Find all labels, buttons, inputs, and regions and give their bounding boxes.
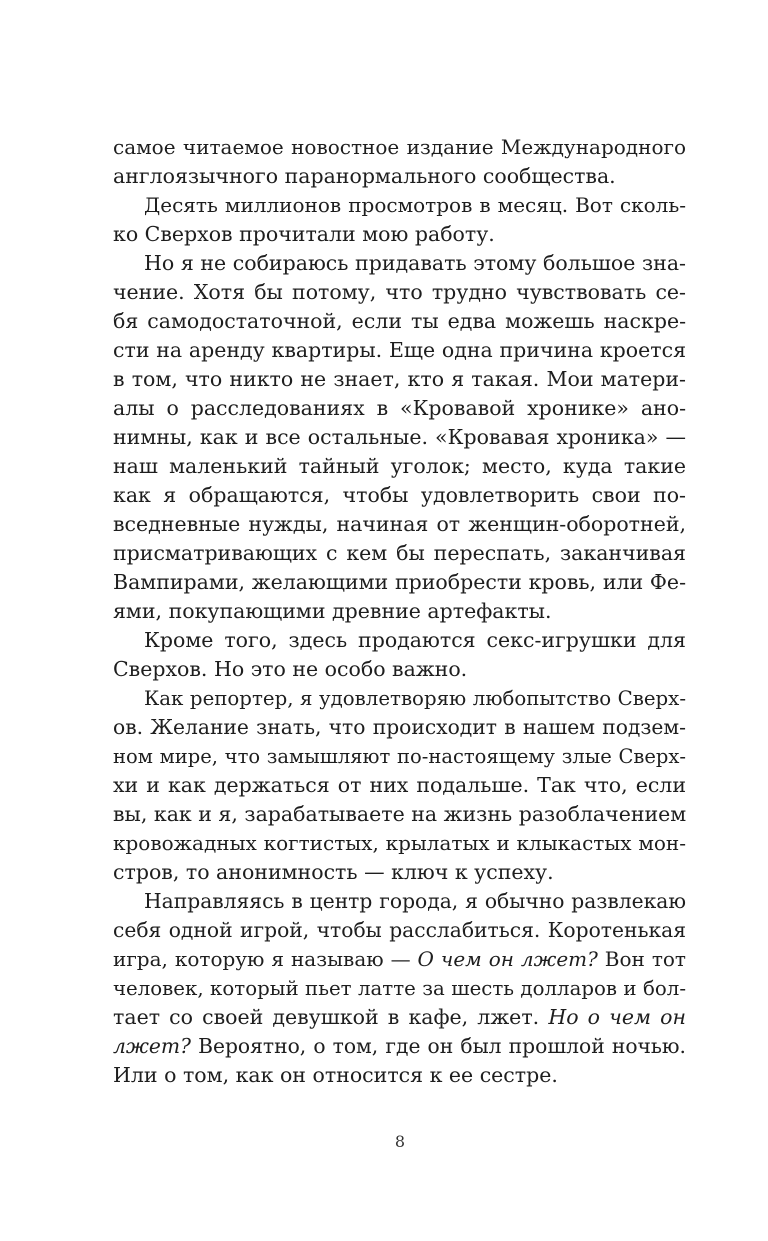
text-segment: англоязычного паранормального сообщества. xyxy=(113,164,616,188)
text-segment: стров, то анонимность — ключ к успеху. xyxy=(113,860,554,884)
text-segment: себя одной игрой, чтобы расслабиться. Коротенькая xyxy=(113,918,686,942)
text-line xyxy=(113,974,686,1003)
text-segment: ов. Желание знать, что происходит в нашем подзем- xyxy=(113,715,686,739)
text-line xyxy=(113,307,686,336)
text-segment: вы, как и я, зарабатываете на жизнь разоблачением xyxy=(113,802,687,826)
text-line xyxy=(113,481,686,510)
text-line xyxy=(113,539,686,568)
italic-phrase: Но о чем он xyxy=(548,1005,686,1029)
text-segment: Но я не собираюсь придавать этому большое зна- xyxy=(144,251,686,275)
paragraph xyxy=(113,684,686,887)
text-line xyxy=(113,1003,686,1032)
text-segment: тает со своей девушкой в кафе, лжет. xyxy=(113,1005,549,1029)
text-segment: ном мире, что замышляют по-настоящему злые Сверх- xyxy=(113,745,686,768)
text-segment: нимны, как и все остальные. «Кровавая хроника» — xyxy=(113,425,686,449)
text-line xyxy=(113,945,686,974)
paragraph xyxy=(113,626,686,684)
text-line xyxy=(113,887,686,916)
text-line xyxy=(113,1061,686,1090)
text-segment: присматривающих с кем бы переспать, заканчивая xyxy=(113,541,686,565)
text-segment: алы о расследованиях в «Кровавой хронике» ано- xyxy=(113,396,686,420)
text-segment: как я обращаются, чтобы удовлетворить свои по- xyxy=(113,483,686,507)
text-segment: самое читаемое новостное издание Международного xyxy=(113,135,686,159)
text-segment: Сверхов. Но это не особо важно. xyxy=(113,657,468,681)
text-segment: Кроме того, здесь продаются секс-игрушки для xyxy=(144,628,686,652)
italic-phrase: О чем он лжет? xyxy=(417,947,598,971)
page-number: 8 xyxy=(394,1132,406,1151)
text-line xyxy=(113,394,686,423)
text-segment: бя самодостаточной, если ты едва можешь наскре- xyxy=(113,309,686,333)
text-segment: Или о том, как он относится к ее сестре. xyxy=(113,1063,558,1087)
text-line xyxy=(113,249,686,278)
text-segment: в том, что никто не знает, кто я такая. Мои матери- xyxy=(113,367,686,391)
text-segment: чение. Хотя бы потому, что трудно чувствовать се- xyxy=(113,280,686,304)
text-segment: человек, который пьет латте за шесть долларов и бол- xyxy=(113,977,686,1000)
text-line xyxy=(113,423,686,452)
paragraph xyxy=(113,191,686,249)
text-line xyxy=(113,133,686,162)
body-text xyxy=(113,133,686,1090)
text-line xyxy=(113,336,686,365)
text-segment: наш маленький тайный уголок; место, куда такие xyxy=(113,454,686,478)
text-segment: кровожадных когтистых, крылатых и клыкастых мон- xyxy=(113,831,686,855)
text-segment: Вон тот xyxy=(597,947,686,971)
text-segment: игра, которую я называю — xyxy=(113,947,418,971)
text-line xyxy=(113,278,686,307)
text-line xyxy=(113,684,686,713)
text-segment: хи и как держаться от них подальше. Так что, если xyxy=(113,773,686,797)
text-segment: вседневные нужды, начиная от женщин-оборотней, xyxy=(113,512,686,536)
text-line xyxy=(113,162,686,191)
text-segment: ко Сверхов прочитали мою работу. xyxy=(113,222,495,246)
text-line xyxy=(113,713,686,742)
text-line xyxy=(113,220,686,249)
text-line xyxy=(113,800,686,829)
paragraph xyxy=(113,133,686,191)
italic-phrase: лжет? xyxy=(113,1034,191,1058)
text-segment: сти на аренду квартиры. Еще одна причина кроется xyxy=(113,338,686,362)
text-line xyxy=(113,655,686,684)
text-segment: Как репортер, я удовлетворяю любопытство Сверх- xyxy=(144,687,686,710)
paragraph xyxy=(113,887,686,1090)
text-segment: Вампирами, желающими приобрести кровь, или Фе- xyxy=(113,570,686,594)
text-line xyxy=(113,452,686,481)
text-line xyxy=(113,858,686,887)
text-line xyxy=(113,365,686,394)
paragraph xyxy=(113,249,686,626)
text-line xyxy=(113,916,686,945)
text-segment: Десять миллионов просмотров в месяц. Вот сколь- xyxy=(144,193,686,217)
text-segment: Направляясь в центр города, я обычно развлекаю xyxy=(144,889,686,913)
text-segment: ями, покупающими древние артефакты. xyxy=(113,599,552,623)
text-line xyxy=(113,568,686,597)
text-line xyxy=(113,597,686,626)
text-line xyxy=(113,829,686,858)
text-line xyxy=(113,626,686,655)
text-line xyxy=(113,742,686,771)
text-line xyxy=(113,771,686,800)
text-line xyxy=(113,191,686,220)
text-line xyxy=(113,1032,686,1061)
text-line xyxy=(113,510,686,539)
text-segment: Вероятно, о том, где он был прошлой ночью. xyxy=(190,1034,686,1058)
